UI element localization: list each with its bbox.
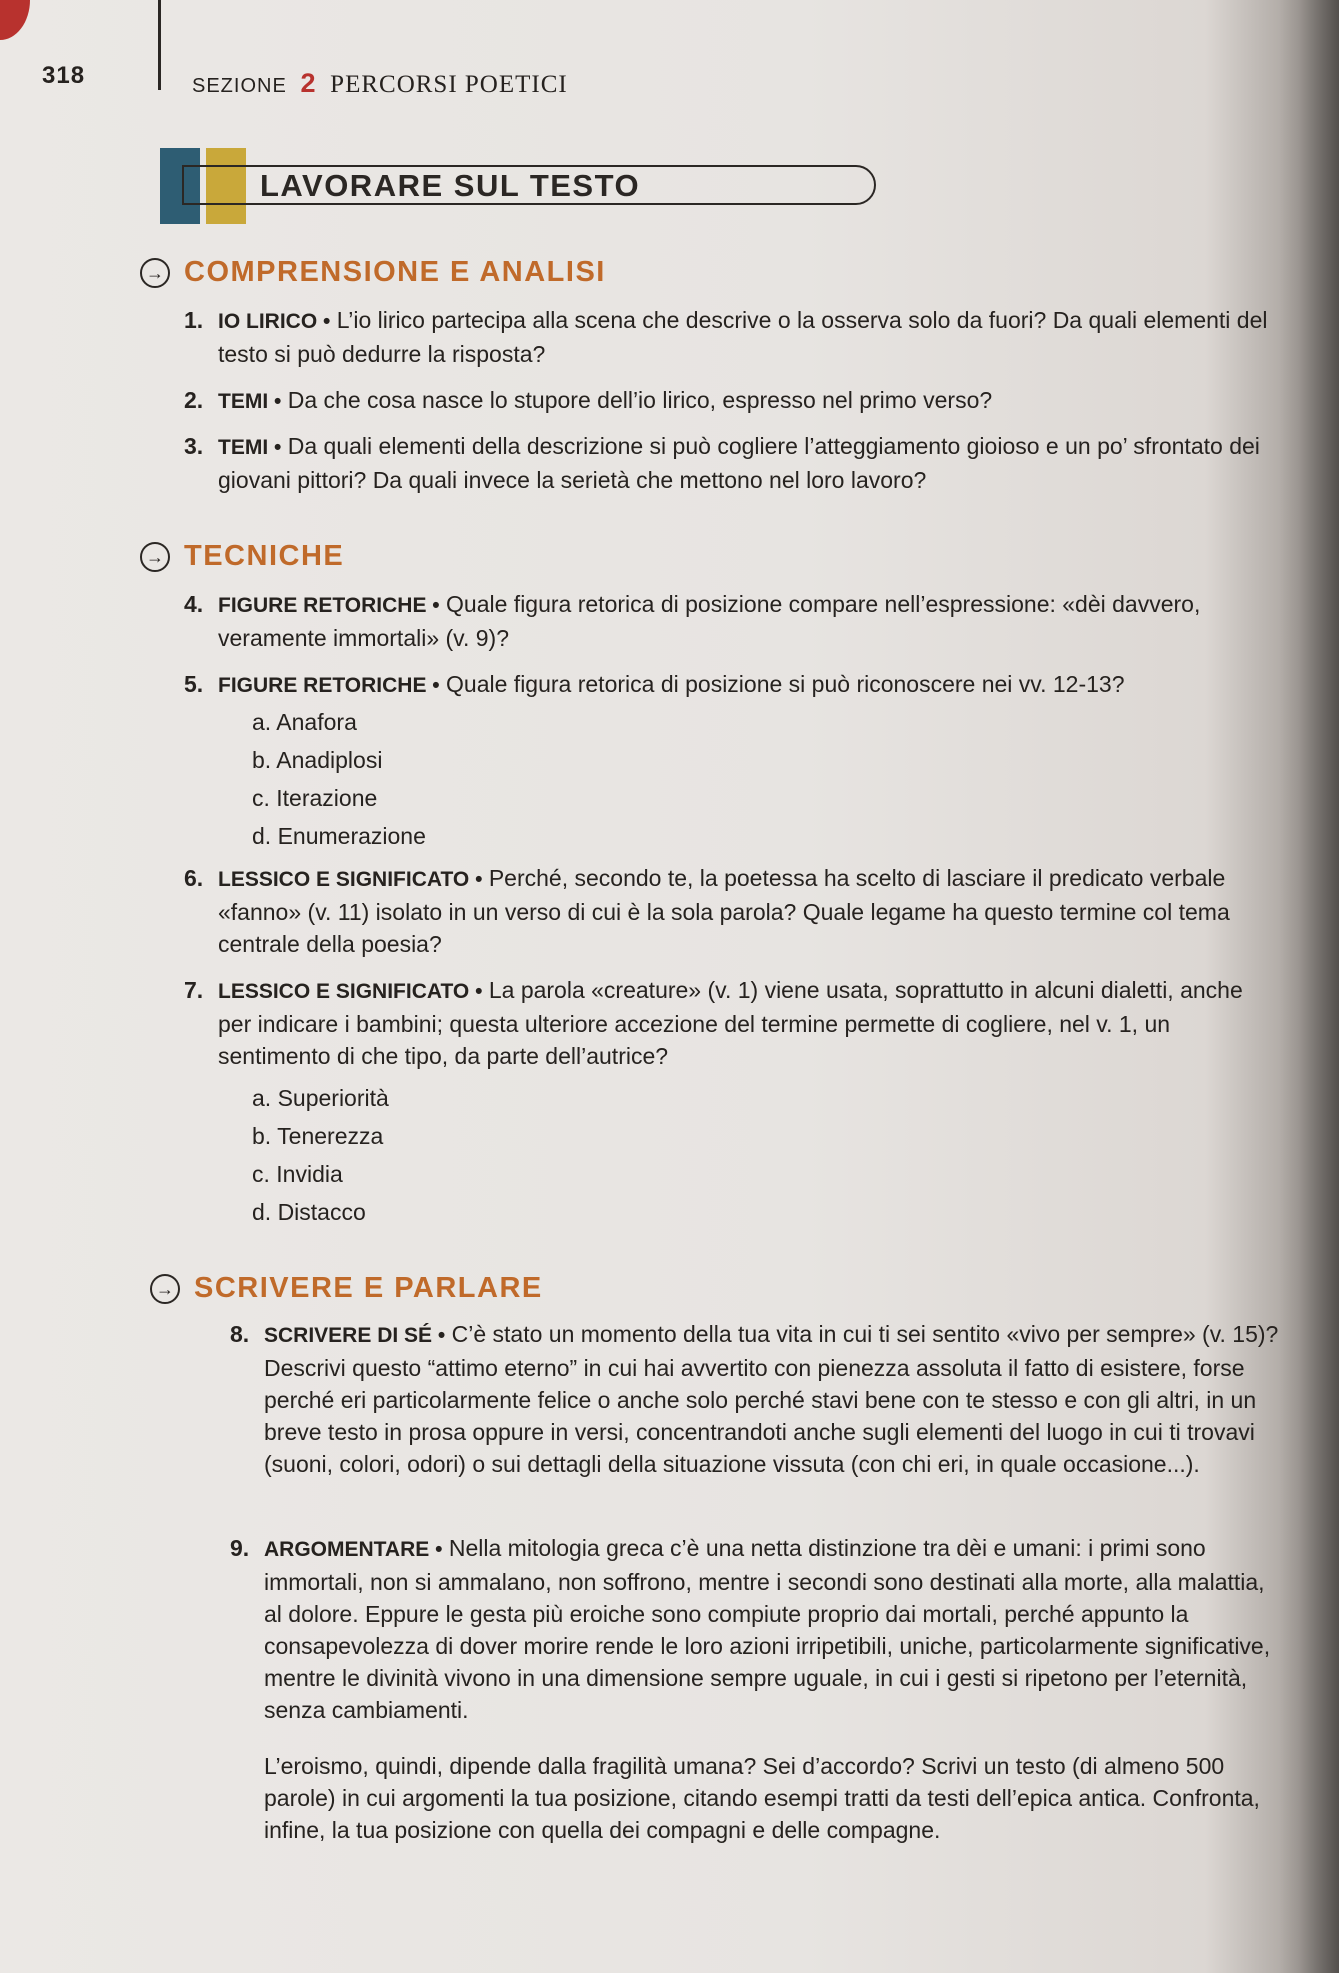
running-header [192,68,568,99]
question-6 [184,862,1278,960]
question-5 [184,668,1278,702]
section-title: PERCORSI POETICI [330,71,568,98]
question-number: 2. [184,387,204,413]
question-number: 6. [184,865,204,891]
question-3 [184,430,1278,496]
question-number: 8. [230,1321,250,1347]
banner-title: LAVORARE SUL TESTO [260,168,641,203]
option-b: b. Tenerezza [252,1123,384,1149]
question-tag: FIGURE RETORICHE • [218,674,440,697]
option-c: c. Invidia [252,1161,343,1187]
question-text: Nella mitologia greca c’è una netta distinzione tra dèi e umani: i primi sono immortali, non si ammalano, non soffrono, mentre i secondi sono destinati alla morte, alla malattia, al dolore. Eppure le gesta più eroiche sono compiute proprio dai mortali, perché appunto la consapevolezza di dover morire rende le loro azioni irripetibili, uniche, particolarmente significative, mentre le divinità vivono in una dimensione sempre uguale, in cui i gesti si ripetono per l’eternità, senza cambiamenti. [264,1535,1271,1723]
option-d: d. Distacco [252,1199,366,1225]
option-b: b. Anadiplosi [252,747,383,773]
section-number: 2 [300,68,317,98]
option-d: d. Enumerazione [252,823,426,849]
question-tag: FIGURE RETORICHE • [218,594,440,617]
question-number: 3. [184,433,204,459]
question-1 [184,304,1278,370]
page-number: 318 [42,62,86,89]
question-7 [184,974,1278,1072]
question-8 [230,1318,1284,1480]
option-a: a. Anafora [252,709,357,735]
question-number: 5. [184,671,204,697]
question-tag: TEMI • [218,390,282,413]
question-number: 4. [184,591,204,617]
question-tag: TEMI • [218,436,282,459]
question-number: 1. [184,307,204,333]
heading-label: COMPRENSIONE E ANALISI [184,256,606,288]
question-2 [184,384,1278,418]
question-text: Da che cosa nasce lo stupore dell’io lirico, espresso nel primo verso? [287,387,993,413]
question-text: L’eroismo, quindi, dipende dalla fragilità umana? Sei d’accordo? Scrivi un testo (di almeno 500 parole) in cui argomenti la tua posizione, citando esempi tratti da testi dell’epica antica. Confronta, infine, la tua posizione con quella dei compagni e delle compagne. [264,1753,1260,1843]
option-c: c. Iterazione [252,785,378,811]
header-divider [158,0,161,90]
question-4 [184,588,1278,654]
question-text: Perché, secondo te, la poetessa ha scelto di lasciare il predicato verbale «fanno» (v. 11) isolato in un verso di cui è la sola parola? Quale legame ha questo termine col tema centrale della poesia? [218,865,1230,957]
heading-label: SCRIVERE E PARLARE [194,1272,543,1304]
question-text: Quale figura retorica di posizione compare nell’espressione: «dèi davvero, veramente immortali» (v. 9)? [218,591,1201,651]
question-tag: IO LIRICO • [218,310,331,333]
question-text: Quale figura retorica di posizione si può riconoscere nei vv. 12-13? [446,671,1125,697]
heading-label: TECNICHE [184,540,345,572]
question-number: 9. [230,1535,250,1561]
question-text: L’io lirico partecipa alla scena che descrive o la osserva solo da fuori? Da quali elementi del testo si può dedurre la risposta? [218,307,1268,367]
option-a: a. Superiorità [252,1085,389,1111]
question-9 [230,1532,1284,1726]
question-text: La parola «creature» (v. 1) viene usata, soprattutto in alcuni dialetti, anche per indicare i bambini; questa ulteriore accezione del termine permette di cogliere, nel v. 1, un sentimento di che tipo, da parte dell’autrice? [218,977,1243,1069]
question-tag: SCRIVERE DI SÉ • [264,1324,446,1347]
page-binding-shadow [1279,0,1339,1973]
heading-scrivere [150,1272,543,1305]
question-9-paragraph-2 [264,1750,1284,1846]
heading-comprensione [140,256,606,289]
arrow-circle-icon: → [140,258,170,288]
question-tag: ARGOMENTARE • [264,1538,443,1561]
heading-tecniche [140,540,344,573]
question-tag: LESSICO E SIGNIFICATO • [218,980,483,1003]
question-tag: LESSICO E SIGNIFICATO • [218,868,483,891]
question-text: C’è stato un momento della tua vita in cui ti sei sentito «vivo per sempre» (v. 15)? Descrivi questo “attimo eterno” in cui hai avvertito con pienezza assoluta il fatto di esistere, forse perché eri particolarmente felice o anche solo perché stavi bene con te stesso e con gli altri, in un breve testo in prosa oppure in versi, concentrandoti anche sugli elementi del luogo in cui ti trovavi (suoni, colori, odori) o sui dettagli della situazione vissuta (con chi eri, in quale occasione...). [264,1321,1279,1477]
section-word: SEZIONE [192,75,287,97]
arrow-circle-icon: → [150,1274,180,1304]
corner-tab-mark [0,0,30,40]
question-text: Da quali elementi della descrizione si può cogliere l’atteggiamento gioioso e un po’ sfrontato dei giovani pittori? Da quali invece la serietà che mettono nel loro lavoro? [218,433,1260,493]
question-number: 7. [184,977,204,1003]
arrow-circle-icon: → [140,542,170,572]
